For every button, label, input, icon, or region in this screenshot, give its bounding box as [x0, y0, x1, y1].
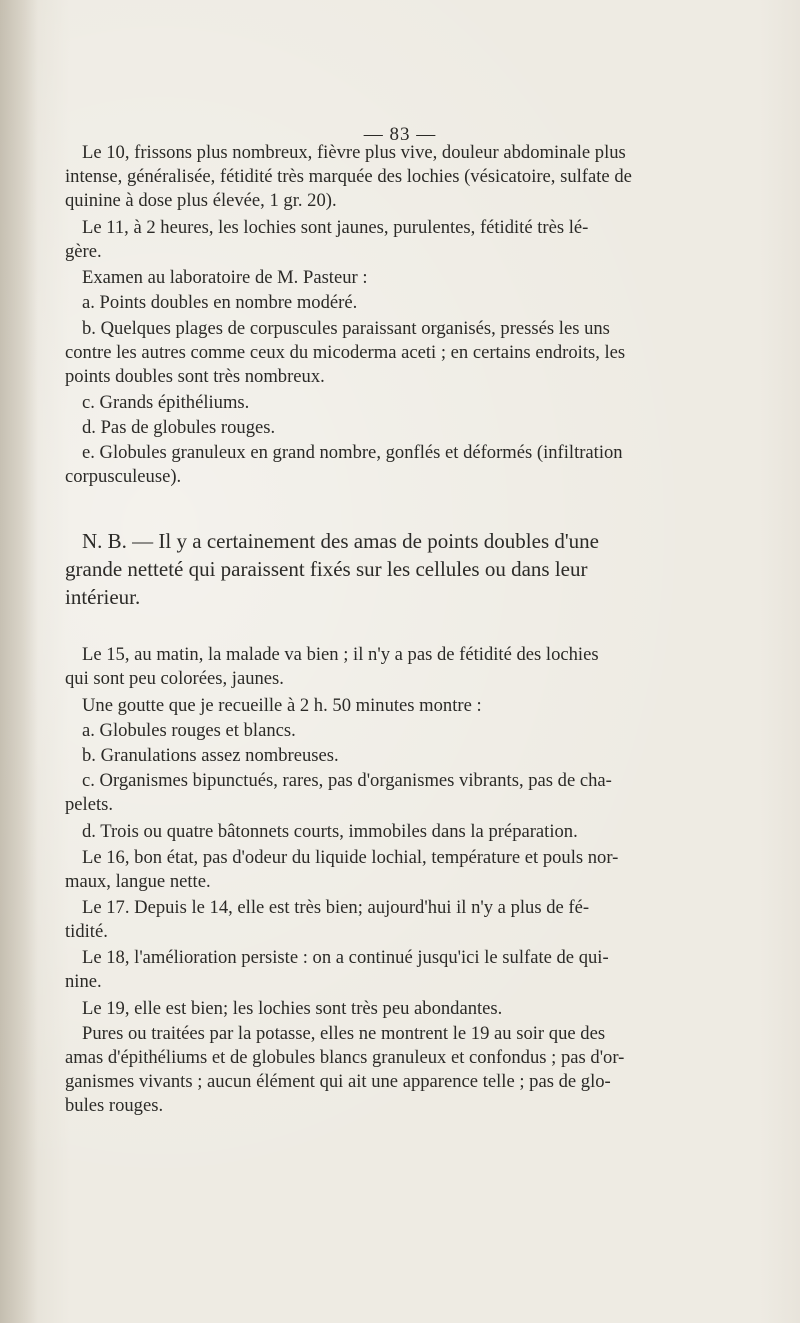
text-line: Le 18, l'amélioration persiste : on a continué jusqu'ici le sulfate de qui-	[82, 947, 609, 968]
paragraph-day-17	[65, 896, 755, 944]
text-line: maux, langue nette.	[65, 871, 211, 892]
paragraph-day-16	[65, 846, 755, 894]
paragraph-day-11	[65, 216, 755, 264]
text-line: a. Points doubles en nombre modéré.	[82, 292, 358, 313]
paragraph-day-10	[65, 141, 755, 213]
text-line: N. B. — Il y a certainement des amas de points doubles d'une	[82, 529, 599, 553]
text-line: ganismes vivants ; aucun élément qui ait une apparence telle ; pas de glo-	[65, 1071, 611, 1092]
text-line: b. Quelques plages de corpuscules paraissant organisés, pressés les uns	[82, 318, 610, 339]
list-item-d	[65, 820, 755, 844]
text-line: Le 15, au matin, la malade va bien ; il n'y a pas de fétidité des lochies	[82, 644, 599, 665]
list-item-a	[65, 719, 755, 743]
list-item-e	[65, 441, 755, 489]
paragraph-lab-exam	[65, 266, 755, 290]
text-line: c. Grands épithéliums.	[82, 392, 250, 413]
text-line: Le 16, bon état, pas d'odeur du liquide lochial, température et pouls nor-	[82, 847, 619, 868]
text-line: c. Organismes bipunctués, rares, pas d'organismes vibrants, pas de cha-	[82, 770, 612, 791]
text-line: tidité.	[65, 921, 108, 942]
paragraph-sample	[65, 694, 755, 718]
text-line: intérieur.	[65, 585, 141, 609]
paragraph-day-19	[65, 997, 755, 1021]
list-item-a	[65, 291, 755, 315]
text-line: qui sont peu colorées, jaunes.	[65, 668, 284, 689]
text-line: pelets.	[65, 794, 114, 815]
text-line: corpusculeuse).	[65, 466, 182, 487]
text-line: Le 10, frissons plus nombreux, fièvre plus vive, douleur abdominale plus	[82, 142, 626, 163]
text-line: Le 19, elle est bien; les lochies sont très peu abondantes.	[82, 998, 503, 1019]
text-line: d. Pas de globules rouges.	[82, 417, 276, 438]
text-line: Le 11, à 2 heures, les lochies sont jaunes, purulentes, fétidité très lé-	[82, 217, 589, 238]
list-item-b	[65, 744, 755, 768]
nota-bene	[65, 527, 755, 611]
paragraph-day-15	[65, 643, 755, 691]
text-line: Examen au laboratoire de M. Pasteur :	[82, 267, 368, 288]
text-line: d. Trois ou quatre bâtonnets courts, immobiles dans la préparation.	[82, 821, 578, 842]
text-line: b. Granulations assez nombreuses.	[82, 745, 339, 766]
text-line: Une goutte que je recueille à 2 h. 50 minutes montre :	[82, 695, 482, 716]
text-line: bules rouges.	[65, 1095, 164, 1116]
text-line: gère.	[65, 241, 102, 262]
text-line: grande netteté qui paraissent fixés sur les cellules ou dans leur	[65, 557, 588, 581]
paragraph-final	[65, 1022, 755, 1118]
text-line: quinine à dose plus élevée, 1 gr. 20).	[65, 190, 337, 211]
text-line: intense, généralisée, fétidité très marquée des lochies (vésicatoire, sulfate de	[65, 166, 632, 187]
text-line: a. Globules rouges et blancs.	[82, 720, 296, 741]
text-line: amas d'épithéliums et de globules blancs granuleux et confondus ; pas d'or-	[65, 1047, 625, 1068]
list-item-c	[65, 391, 755, 415]
text-line: Pures ou traitées par la potasse, elles ne montrent le 19 au soir que des	[82, 1023, 606, 1044]
list-item-b	[65, 317, 755, 389]
text-line: contre les autres comme ceux du micoderma aceti ; en certains endroits, les	[65, 342, 626, 363]
page-edge-shadow	[0, 0, 38, 1323]
paragraph-day-18	[65, 946, 755, 994]
text-line: points doubles sont très nombreux.	[65, 366, 325, 387]
text-line: nine.	[65, 971, 102, 992]
list-item-c	[65, 769, 755, 817]
text-line: Le 17. Depuis le 14, elle est très bien; aujourd'hui il n'y a plus de fé-	[82, 897, 590, 918]
text-line: e. Globules granuleux en grand nombre, gonflés et déformés (infiltration	[82, 442, 623, 463]
page-number: — 83 —	[363, 124, 437, 145]
list-item-d	[65, 416, 755, 440]
